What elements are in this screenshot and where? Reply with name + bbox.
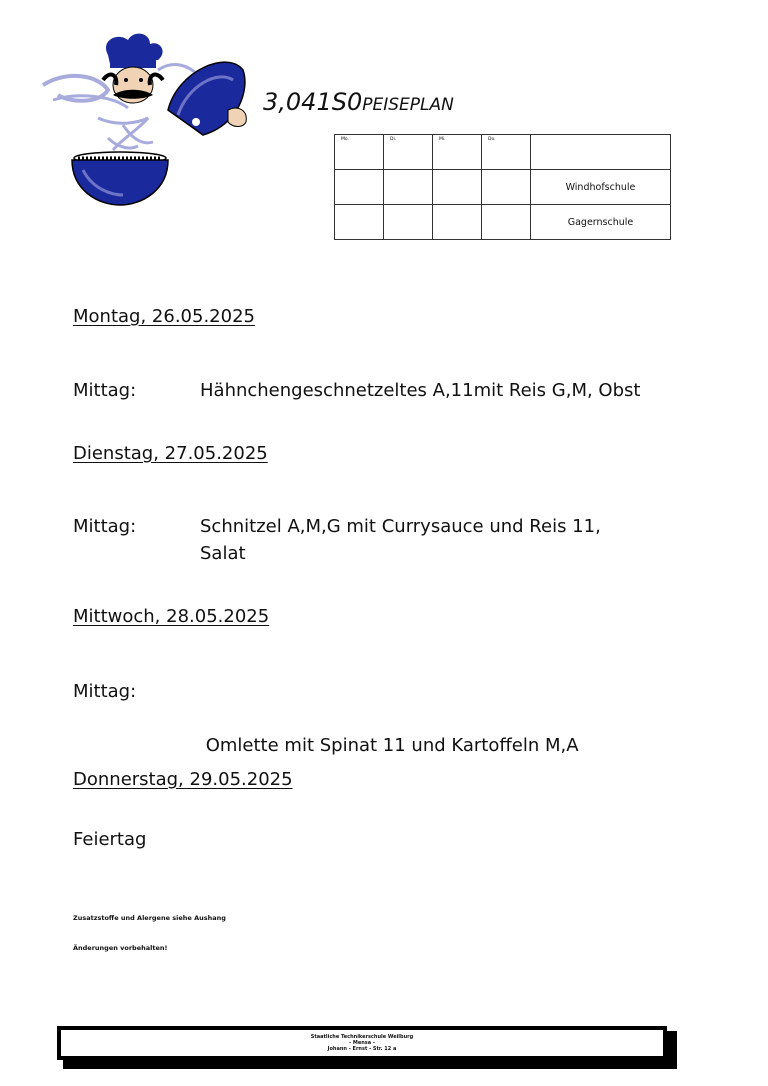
title-suffix: PEISEPLAN [362, 95, 454, 115]
day-cell-mo: Mo. [335, 135, 384, 170]
meal-text-tuesday [200, 513, 670, 567]
changes-note: Änderungen vorbehalten! [73, 944, 168, 952]
table-cell [335, 170, 384, 205]
school-cell-windhof: Windhofschule [531, 170, 671, 205]
meal-line: Hähnchengeschnetzeltes A,11mit Reis G,M, Obst [200, 380, 641, 401]
table-cell [384, 170, 433, 205]
day-cell-mi: Mi. [433, 135, 482, 170]
day-heading-wednesday: Mittwoch, 28.05.2025 [73, 606, 270, 627]
table-cell [384, 205, 433, 240]
school-cell-empty [531, 135, 671, 170]
additives-note: Zusatzstoffe und Alergene siehe Aushang [73, 914, 226, 922]
footer-box [57, 1026, 667, 1060]
footer-address: Johann - Ernst - Str. 12 a [327, 1046, 397, 1052]
footer-inner [61, 1030, 663, 1056]
table-cell [482, 205, 531, 240]
meal-label-monday: Mittag: [73, 380, 137, 401]
meal-line: Schnitzel A,M,G mit Currysauce und Reis 11, [200, 516, 601, 537]
day-heading-thursday: Donnerstag, 29.05.2025 [73, 769, 293, 790]
meal-line: Omlette mit Spinat 11 und Kartoffeln M,A [200, 735, 579, 756]
meal-label-wednesday: Mittag: [73, 681, 137, 702]
meal-text-monday [200, 377, 670, 404]
page-title [263, 88, 454, 116]
day-heading-tuesday: Dienstag, 27.05.2025 [73, 443, 268, 464]
footer-mensa: - Mensa - [349, 1040, 375, 1046]
holiday-note: Feiertag [73, 829, 147, 850]
school-cell-gagern: Gagernschule [531, 205, 671, 240]
day-heading-monday: Montag, 26.05.2025 [73, 306, 255, 327]
table-cell [335, 205, 384, 240]
table-cell [433, 205, 482, 240]
chef-grill-logo-icon [38, 30, 253, 210]
table-cell [482, 170, 531, 205]
day-cell-do: Do. [482, 135, 531, 170]
table-row [335, 135, 671, 170]
day-cell-di: Di. [384, 135, 433, 170]
meal-line: Salat [200, 543, 246, 564]
meal-label-tuesday: Mittag: [73, 516, 137, 537]
title-prefix: 3,041S0 [263, 88, 363, 116]
table-row [335, 205, 671, 240]
table-row [335, 170, 671, 205]
table-cell [433, 170, 482, 205]
footer-school-name: Staatliche Technikerschule Weilburg [310, 1034, 414, 1040]
week-school-table [334, 134, 671, 240]
